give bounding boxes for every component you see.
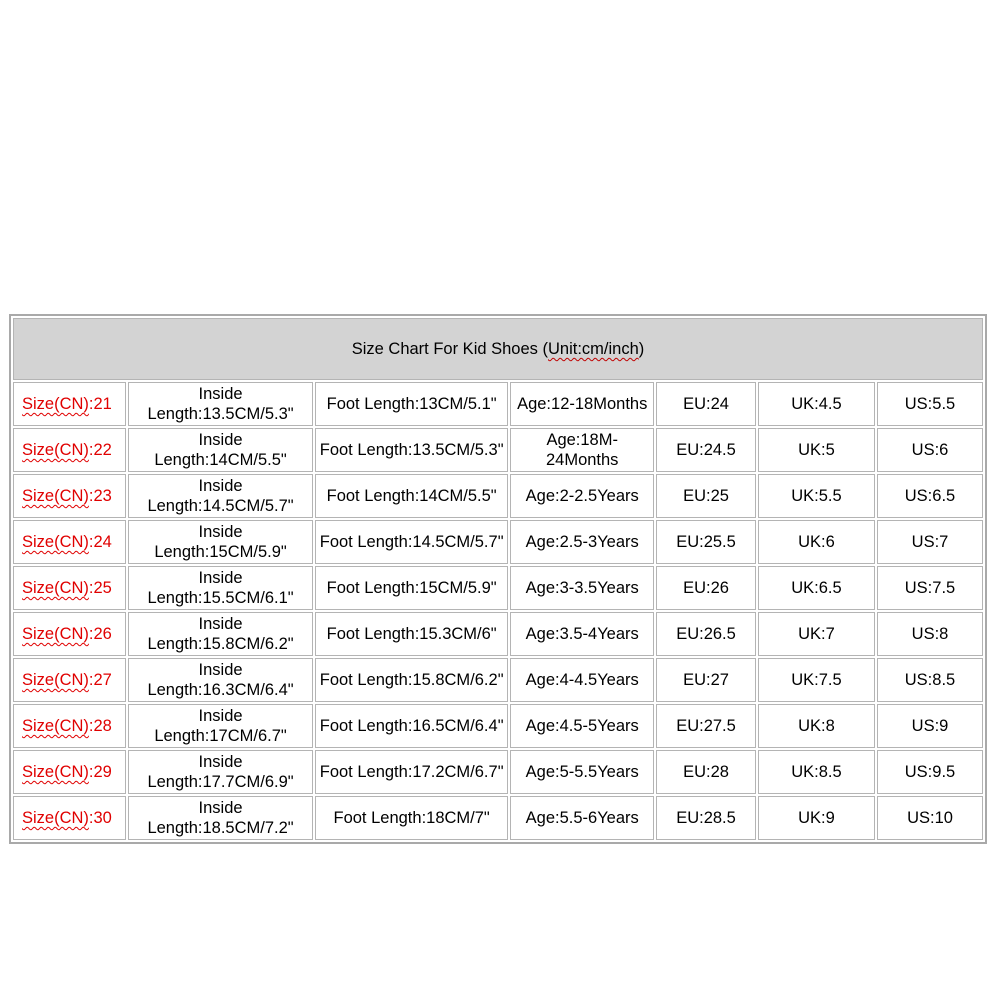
us-size-cell: US:8.5 (877, 658, 983, 702)
foot-length-cell: Foot Length:15.3CM/6" (315, 612, 508, 656)
cn-size-value: :27 (88, 671, 112, 689)
age-cell: Age:18M-24Months (510, 428, 654, 472)
uk-size-cell: UK:6.5 (758, 566, 875, 610)
foot-length-cell: Foot Length:14.5CM/5.7" (315, 520, 508, 564)
age-cell: Age:2-2.5Years (510, 474, 654, 518)
us-size-cell: US:6.5 (877, 474, 983, 518)
uk-size-cell: UK:9 (758, 796, 875, 840)
cn-size-cell (13, 428, 126, 472)
eu-size-cell: EU:25 (656, 474, 756, 518)
cn-size-cell (13, 750, 126, 794)
cn-size-value: :29 (88, 763, 112, 781)
cn-size-value: :23 (88, 487, 112, 505)
uk-size-cell: UK:5.5 (758, 474, 875, 518)
age-cell: Age:4-4.5Years (510, 658, 654, 702)
cn-size-cell (13, 566, 126, 610)
table-title-row (13, 318, 983, 380)
us-size-cell: US:5.5 (877, 382, 983, 426)
uk-size-cell: UK:5 (758, 428, 875, 472)
cn-size-label: Size(CN) (22, 487, 89, 505)
table-row (13, 382, 983, 426)
us-size-cell: US:6 (877, 428, 983, 472)
uk-size-cell: UK:7 (758, 612, 875, 656)
us-size-cell: US:8 (877, 612, 983, 656)
cn-size-cell (13, 658, 126, 702)
table-row (13, 658, 983, 702)
cn-size-value: :26 (88, 625, 112, 643)
age-cell: Age:4.5-5Years (510, 704, 654, 748)
eu-size-cell: EU:24.5 (656, 428, 756, 472)
title-unit: Unit:cm/inch (547, 340, 639, 358)
size-chart-table (9, 314, 987, 844)
cn-size-label: Size(CN) (22, 625, 89, 643)
age-cell: Age:5-5.5Years (510, 750, 654, 794)
table-row (13, 796, 983, 840)
table-row (13, 566, 983, 610)
uk-size-cell: UK:7.5 (758, 658, 875, 702)
eu-size-cell: EU:27.5 (656, 704, 756, 748)
foot-length-cell: Foot Length:18CM/7" (315, 796, 508, 840)
cn-size-cell (13, 520, 126, 564)
table-row (13, 704, 983, 748)
eu-size-cell: EU:28 (656, 750, 756, 794)
us-size-cell: US:9 (877, 704, 983, 748)
cn-size-value: :24 (88, 533, 112, 551)
table-row (13, 612, 983, 656)
cn-size-value: :30 (88, 809, 112, 827)
foot-length-cell: Foot Length:17.2CM/6.7" (315, 750, 508, 794)
age-cell: Age:3-3.5Years (510, 566, 654, 610)
cn-size-label: Size(CN) (22, 441, 89, 459)
uk-size-cell: UK:6 (758, 520, 875, 564)
cn-size-label: Size(CN) (22, 763, 89, 781)
eu-size-cell: EU:26 (656, 566, 756, 610)
cn-size-label: Size(CN) (22, 395, 89, 413)
cn-size-cell (13, 382, 126, 426)
cn-size-label: Size(CN) (22, 717, 89, 735)
foot-length-cell: Foot Length:13.5CM/5.3" (315, 428, 508, 472)
inside-length-cell: Inside Length:18.5CM/7.2" (128, 796, 313, 840)
inside-length-cell: Inside Length:14.5CM/5.7" (128, 474, 313, 518)
table-row (13, 428, 983, 472)
foot-length-cell: Foot Length:14CM/5.5" (315, 474, 508, 518)
cn-size-label: Size(CN) (22, 533, 89, 551)
us-size-cell: US:7 (877, 520, 983, 564)
foot-length-cell: Foot Length:13CM/5.1" (315, 382, 508, 426)
eu-size-cell: EU:24 (656, 382, 756, 426)
cn-size-label: Size(CN) (22, 671, 89, 689)
cn-size-value: :21 (88, 395, 112, 413)
age-cell: Age:3.5-4Years (510, 612, 654, 656)
inside-length-cell: Inside Length:15.5CM/6.1" (128, 566, 313, 610)
cn-size-cell (13, 796, 126, 840)
foot-length-cell: Foot Length:15.8CM/6.2" (315, 658, 508, 702)
age-cell: Age:12-18Months (510, 382, 654, 426)
foot-length-cell: Foot Length:15CM/5.9" (315, 566, 508, 610)
foot-length-cell: Foot Length:16.5CM/6.4" (315, 704, 508, 748)
us-size-cell: US:9.5 (877, 750, 983, 794)
inside-length-cell: Inside Length:17.7CM/6.9" (128, 750, 313, 794)
title-suffix: ) (638, 340, 645, 358)
inside-length-cell: Inside Length:17CM/6.7" (128, 704, 313, 748)
inside-length-cell: Inside Length:14CM/5.5" (128, 428, 313, 472)
inside-length-cell: Inside Length:15.8CM/6.2" (128, 612, 313, 656)
table-row (13, 520, 983, 564)
table-row (13, 474, 983, 518)
cn-size-cell (13, 612, 126, 656)
title-prefix: Size Chart For Kid Shoes ( (351, 340, 548, 358)
age-cell: Age:5.5-6Years (510, 796, 654, 840)
cn-size-value: :28 (88, 717, 112, 735)
uk-size-cell: UK:8.5 (758, 750, 875, 794)
cn-size-cell (13, 704, 126, 748)
eu-size-cell: EU:25.5 (656, 520, 756, 564)
cn-size-value: :25 (88, 579, 112, 597)
uk-size-cell: UK:4.5 (758, 382, 875, 426)
cn-size-label: Size(CN) (22, 579, 89, 597)
eu-size-cell: EU:28.5 (656, 796, 756, 840)
cn-size-value: :22 (88, 441, 112, 459)
eu-size-cell: EU:27 (656, 658, 756, 702)
us-size-cell: US:7.5 (877, 566, 983, 610)
inside-length-cell: Inside Length:15CM/5.9" (128, 520, 313, 564)
inside-length-cell: Inside Length:13.5CM/5.3" (128, 382, 313, 426)
inside-length-cell: Inside Length:16.3CM/6.4" (128, 658, 313, 702)
table-title (13, 318, 983, 380)
cn-size-cell (13, 474, 126, 518)
table-row (13, 750, 983, 794)
age-cell: Age:2.5-3Years (510, 520, 654, 564)
us-size-cell: US:10 (877, 796, 983, 840)
eu-size-cell: EU:26.5 (656, 612, 756, 656)
cn-size-label: Size(CN) (22, 809, 89, 827)
uk-size-cell: UK:8 (758, 704, 875, 748)
